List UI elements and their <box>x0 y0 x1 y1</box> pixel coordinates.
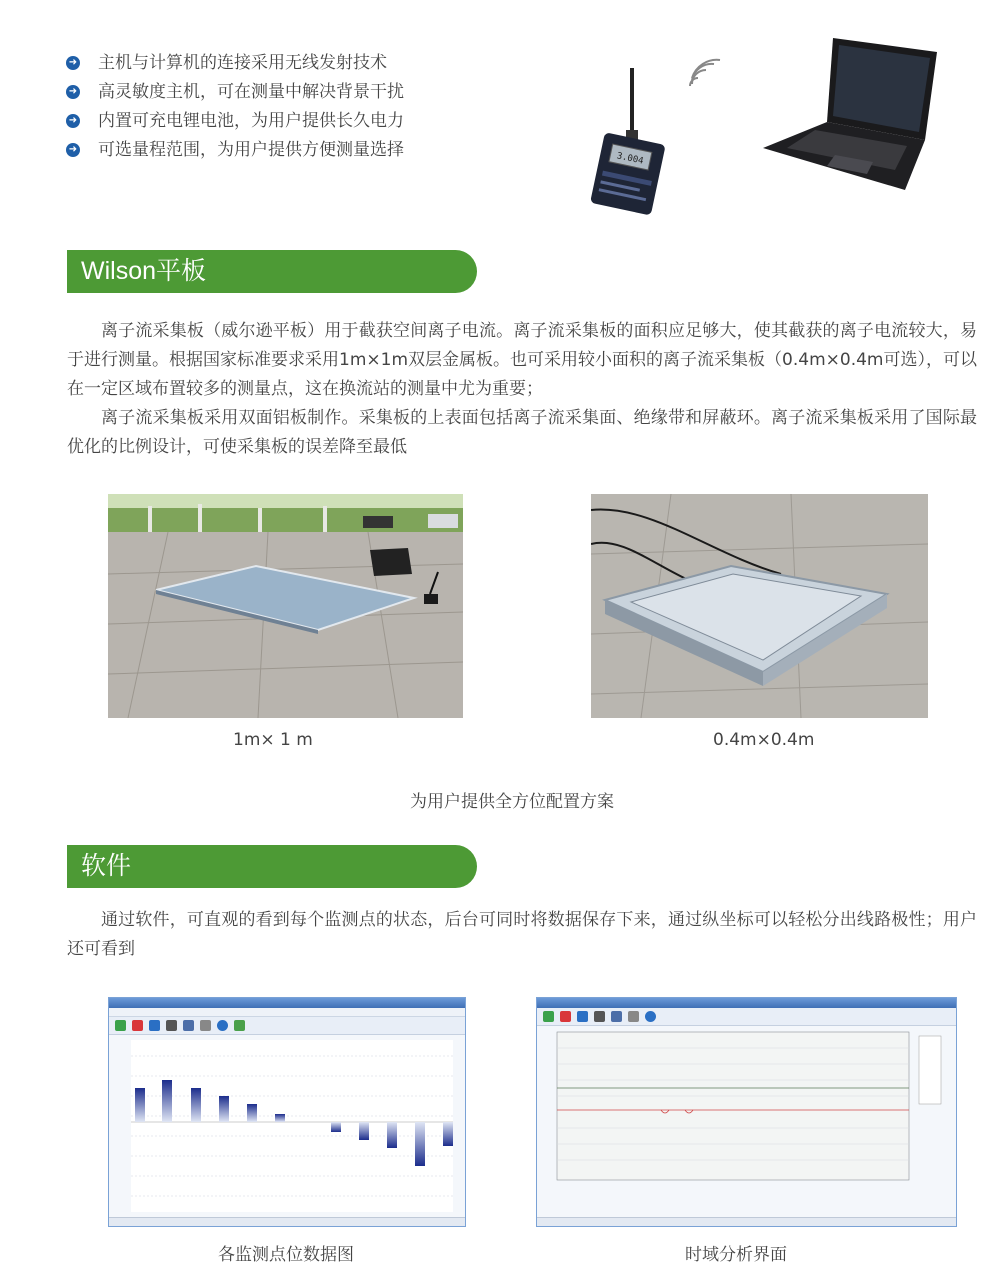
chart-bar <box>387 1122 397 1148</box>
window-statusbar <box>109 1217 465 1226</box>
arrow-right-circle-icon: ➜ <box>66 85 80 99</box>
chart-bar <box>135 1088 145 1122</box>
gear-icon <box>200 1020 211 1031</box>
window-titlebar <box>109 998 465 1008</box>
chart-bar <box>415 1122 425 1166</box>
gear-icon <box>628 1011 639 1022</box>
refresh-icon <box>577 1011 588 1022</box>
exit-icon <box>234 1020 245 1031</box>
wilson-description <box>67 317 977 462</box>
chart-bar <box>219 1096 229 1122</box>
stop-icon <box>132 1020 143 1031</box>
help-icon <box>645 1011 656 1022</box>
svg-text:3.004: 3.004 <box>615 151 645 167</box>
software-description <box>67 906 977 964</box>
chart-bar <box>331 1122 341 1132</box>
feature-item <box>66 106 404 135</box>
window-toolbar <box>109 1017 465 1035</box>
time-domain-screenshot <box>536 997 957 1227</box>
chart-bar <box>162 1080 172 1122</box>
feature-item <box>66 48 404 77</box>
wireless-signal-icon <box>684 52 724 92</box>
window-titlebar <box>537 998 956 1008</box>
window-menubar <box>109 1008 465 1017</box>
refresh-icon <box>149 1020 160 1031</box>
stop-icon <box>560 1011 571 1022</box>
small-plate-caption: 0.4m×0.4m <box>713 730 815 750</box>
monitoring-points-caption: 各监测点位数据图 <box>218 1245 354 1265</box>
time-domain-caption: 时域分析界面 <box>685 1245 787 1265</box>
help-icon <box>217 1020 228 1031</box>
feature-text: 可选量程范围，为用户提供方便测量选择 <box>98 139 404 160</box>
table-icon <box>183 1020 194 1031</box>
start-icon <box>115 1020 126 1031</box>
large-plate-caption: 1m× 1 m <box>233 730 313 750</box>
wilson-section-heading: Wilson平板 <box>67 250 477 293</box>
feature-text: 高灵敏度主机，可在测量中解决背景干扰 <box>98 81 404 102</box>
window-statusbar <box>537 1217 956 1226</box>
record-icon <box>594 1011 605 1022</box>
arrow-right-circle-icon: ➜ <box>66 114 80 128</box>
monitoring-points-screenshot <box>108 997 466 1227</box>
bar-chart <box>109 1036 466 1218</box>
chart-bar <box>443 1122 453 1146</box>
chart-bar <box>359 1122 369 1140</box>
large-plate-photo <box>108 494 463 718</box>
laptop-image <box>755 30 945 195</box>
small-plate-photo <box>591 494 928 718</box>
start-icon <box>543 1011 554 1022</box>
table-icon <box>611 1011 622 1022</box>
handheld-meter-image <box>588 68 666 218</box>
arrow-right-circle-icon: ➜ <box>66 56 80 70</box>
configuration-caption: 为用户提供全方位配置方案 <box>410 792 614 812</box>
chart-bar <box>275 1114 285 1122</box>
arrow-right-circle-icon: ➜ <box>66 143 80 157</box>
chart-bar <box>191 1088 201 1122</box>
wilson-paragraph-2: 离子流采集板采用双面铝板制作。采集板的上表面包括离子流采集面、绝缘带和屏蔽环。离子流采集板采用了国际最优化的比例设计，可使采集板的误差降至最低 <box>67 408 977 457</box>
record-icon <box>166 1020 177 1031</box>
software-paragraph: 通过软件，可直观的看到每个监测点的状态，后台可同时将数据保存下来，通过纵坐标可以轻松分出线路极性；用户还可看到 <box>67 910 977 959</box>
feature-item <box>66 77 404 106</box>
chart-bar <box>247 1104 257 1122</box>
feature-list <box>66 48 404 164</box>
feature-text: 内置可充电锂电池，为用户提供长久电力 <box>98 110 404 131</box>
time-domain-chart <box>537 1028 957 1218</box>
wilson-paragraph-1: 离子流采集板（威尔逊平板）用于截获空间离子电流。离子流采集板的面积应足够大，使其截获的离子电流较大，易于进行测量。根据国家标准要求采用1m×1m双层金属板。也可采用较小面积的离子流采集板（0.4m×0.4m可选），可以在一定区域布置较多的测量点，这在换流站的测量中尤为重要； <box>67 321 977 399</box>
software-section-heading: 软件 <box>67 845 477 888</box>
feature-text: 主机与计算机的连接采用无线发射技术 <box>98 52 387 73</box>
window-toolbar <box>537 1008 956 1026</box>
legend-box <box>919 1036 941 1104</box>
feature-item <box>66 135 404 164</box>
